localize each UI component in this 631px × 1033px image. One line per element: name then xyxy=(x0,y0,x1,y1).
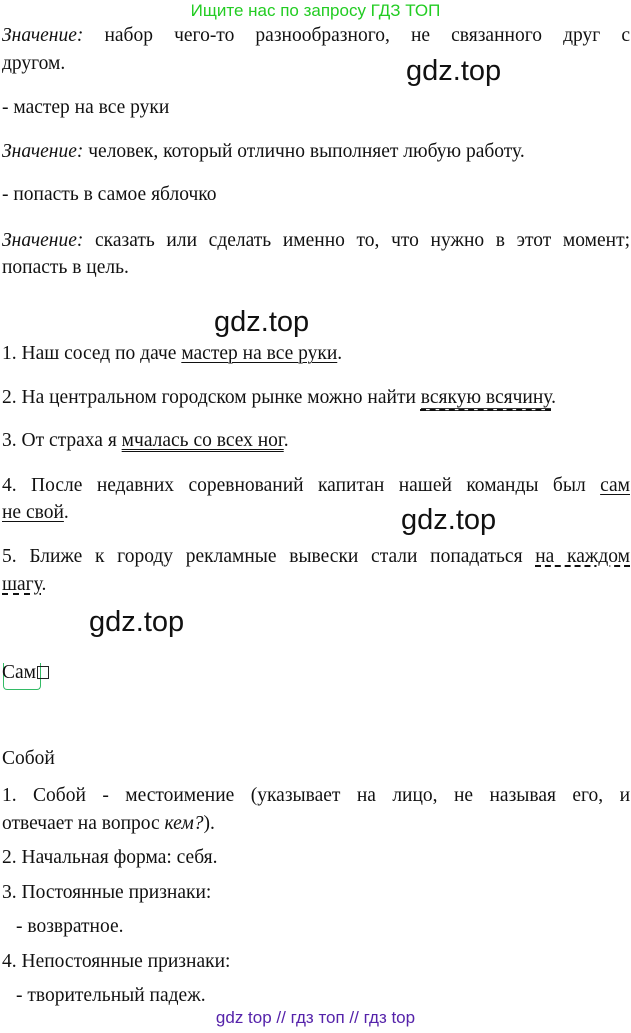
meaning-line xyxy=(2,229,630,253)
meaning-line xyxy=(2,24,630,48)
analysis-line: 4. Непостоянные признаки: xyxy=(2,951,231,972)
meaning-text-cont: попасть в цель. xyxy=(2,257,129,278)
analysis-text: отвечает на вопрос xyxy=(2,813,165,834)
meaning-label: Значение: xyxy=(2,230,84,251)
sentence xyxy=(2,545,630,569)
meaning-text: сказать или сделать именно то, что нужно в этот момент; xyxy=(95,230,631,251)
sentence-end: . xyxy=(551,387,556,408)
word-sam xyxy=(2,661,49,685)
sentence-cont xyxy=(2,501,69,525)
search-banner: Ищите нас по запросу ГДЗ ТОП xyxy=(190,1,441,20)
watermark: gdz.top xyxy=(401,504,497,536)
sentence xyxy=(2,386,556,410)
meaning-line xyxy=(2,140,525,164)
sentence-text: 1. Наш сосед по даче xyxy=(2,343,182,364)
word-sam-text: Сам xyxy=(2,662,37,683)
sentence-text: 5. Ближе к городу рекламные вывески стали попадаться xyxy=(2,546,523,567)
meaning-text-cont: другом. xyxy=(2,53,66,74)
meaning-label: Значение: xyxy=(2,141,84,162)
underlined-phrase: мастер на все руки xyxy=(181,343,338,364)
watermark: gdz.top xyxy=(89,606,185,638)
sentence-end: . xyxy=(41,574,47,595)
analysis-question: кем? xyxy=(164,813,204,834)
sentence-text: 4. После недавних соревнований капитан нашей команды был xyxy=(2,475,586,496)
analysis-line: - творительный падеж. xyxy=(16,985,206,1006)
sentence xyxy=(2,342,342,366)
sentence-text: 3. От страха я xyxy=(2,430,122,451)
analysis-line: - возвратное. xyxy=(16,916,124,937)
analysis-line: 1. Собой - местоимение (указывает на лицо, не называя его, и xyxy=(2,785,630,806)
analysis-text: ). xyxy=(203,813,215,834)
sentence-text: 2. На центральном городском рынке можно найти xyxy=(2,387,421,408)
sentence-end: . xyxy=(337,343,343,364)
footer-links[interactable]: gdz top // гдз топ // гдз top xyxy=(215,1008,416,1027)
underlined-phrase: мчалась со всех ног xyxy=(121,430,284,451)
meaning-label: Значение: xyxy=(2,25,84,46)
underlined-phrase: не свой xyxy=(2,502,64,523)
phrase-line: - мастер на все руки xyxy=(2,97,170,118)
analysis-line: 3. Постоянные признаки: xyxy=(2,882,212,903)
sentence xyxy=(2,474,630,498)
watermark: gdz.top xyxy=(406,55,502,87)
missing-glyph-icon xyxy=(37,666,49,679)
meaning-text: человек, который отлично выполняет любую работу. xyxy=(88,141,525,162)
underlined-phrase: сам xyxy=(600,475,630,496)
underlined-phrase: шагу xyxy=(2,574,42,595)
meaning-text: набор чего-то разнообразного, не связанного друг с xyxy=(104,25,630,46)
underlined-phrase: на каждом xyxy=(535,546,630,567)
sentence-cont xyxy=(2,573,46,597)
phrase-line: - попасть в самое яблочко xyxy=(2,184,217,205)
sentence-end: . xyxy=(63,502,69,523)
analysis-line xyxy=(2,812,215,836)
analysis-line: 2. Начальная форма: себя. xyxy=(2,847,218,868)
underlined-phrase: всякую всячину xyxy=(421,387,551,411)
sentence-end: . xyxy=(283,430,289,451)
watermark: gdz.top xyxy=(214,306,310,338)
sentence xyxy=(2,429,289,453)
word-soboi: Собой xyxy=(2,748,55,769)
